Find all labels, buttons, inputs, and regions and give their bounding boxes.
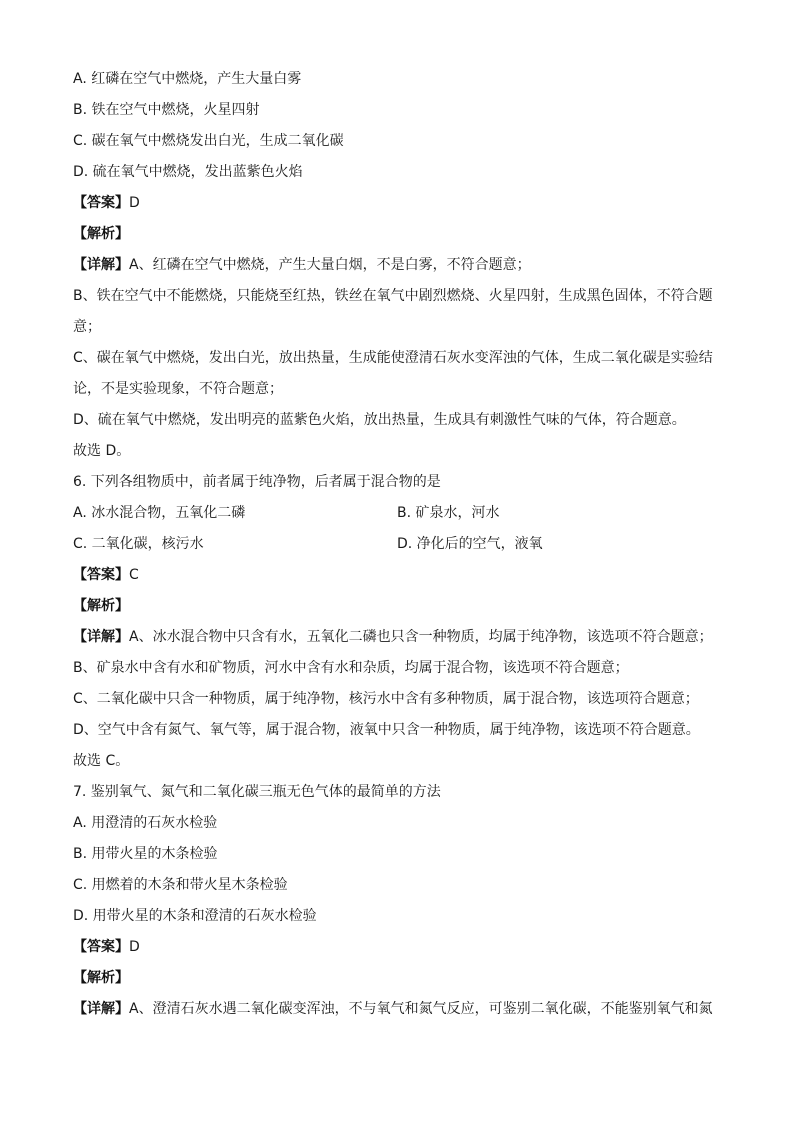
answer-tag: 【答案】 bbox=[73, 195, 129, 211]
answer-value: D bbox=[129, 939, 140, 955]
q6-answer bbox=[73, 560, 723, 591]
q6-option-d: D. 净化后的空气，液氧 bbox=[397, 536, 543, 552]
q6-analysis-heading bbox=[73, 591, 723, 622]
q5-detail-line: C、碳在氧气中燃烧，发出白光，放出热量，生成能使澄清石灰水变浑浊的气体，生成二氧化碳是实验结 bbox=[73, 350, 713, 366]
answer-tag: 【答案】 bbox=[73, 567, 129, 583]
q6-options-row-2 bbox=[73, 529, 723, 560]
q7-option-d: D. 用带火星的木条和澄清的石灰水检验 bbox=[73, 908, 317, 924]
answer-value: D bbox=[129, 195, 140, 211]
detail-text: A、冰水混合物中只含有水，五氧化二磷也只含一种物质，均属于纯净物，该选项不符合题意； bbox=[129, 629, 713, 645]
analysis-tag: 【解析】 bbox=[73, 970, 129, 986]
answer-tag: 【答案】 bbox=[73, 939, 129, 955]
q7-detail-line bbox=[73, 994, 723, 1025]
q5-option-a: A. 红磷在空气中燃烧，产生大量白雾 bbox=[73, 71, 302, 87]
q6-detail-line: B、矿泉水中含有水和矿物质，河水中含有水和杂质，均属于混合物，该选项不符合题意； bbox=[73, 660, 629, 676]
q5-option-c: C. 碳在氧气中燃烧发出白光，生成二氧化碳 bbox=[73, 133, 344, 149]
q5-detail-line bbox=[73, 250, 723, 281]
q5-detail-line: D、硫在氧气中燃烧，发出明亮的蓝紫色火焰，放出热量，生成具有刺激性气味的气体，符合题意。 bbox=[73, 412, 686, 428]
detail-tag: 【详解】 bbox=[73, 629, 129, 645]
q5-option-d: D. 硫在氧气中燃烧，发出蓝紫色火焰 bbox=[73, 164, 303, 180]
q7-option-a: A. 用澄清的石灰水检验 bbox=[73, 815, 218, 831]
q5-detail-line: B、铁在空气中不能燃烧，只能烧至红热，铁丝在氧气中剧烈燃烧、火星四射，生成黑色固体，不符合题 bbox=[73, 288, 713, 304]
q5-analysis-heading bbox=[73, 219, 723, 250]
detail-text: A、红磷在空气中燃烧，产生大量白烟，不是白雾，不符合题意； bbox=[129, 257, 531, 273]
q6-option-c: C. 二氧化碳，核污水 bbox=[73, 536, 204, 552]
q5-detail-line: 意； bbox=[73, 319, 101, 335]
analysis-tag: 【解析】 bbox=[73, 226, 129, 242]
q5-option-b: B. 铁在空气中燃烧，火星四射 bbox=[73, 102, 260, 118]
q7-option-b: B. 用带火星的木条检验 bbox=[73, 846, 218, 862]
q6-conclusion: 故选 C。 bbox=[73, 753, 130, 769]
q5-answer bbox=[73, 188, 723, 219]
q6-detail-line: C、二氧化碳中只含一种物质，属于纯净物，核污水中含有多种物质，属于混合物，该选项符合题意； bbox=[73, 691, 699, 707]
detail-tag: 【详解】 bbox=[73, 1001, 129, 1017]
q7-answer bbox=[73, 932, 723, 963]
q5-detail-line: 论，不是实验现象，不符合题意； bbox=[73, 381, 283, 397]
q6-detail-line: D、空气中含有氮气、氧气等，属于混合物，液氧中只含一种物质，属于纯净物，该选项不符合题意。 bbox=[73, 722, 700, 738]
q7-stem: 7. 鉴别氧气、氮气和二氧化碳三瓶无色气体的最简单的方法 bbox=[73, 784, 441, 800]
q6-options-row-1 bbox=[73, 498, 723, 529]
detail-tag: 【详解】 bbox=[73, 257, 129, 273]
document-page bbox=[73, 64, 723, 1025]
q6-stem: 6. 下列各组物质中，前者属于纯净物，后者属于混合物的是 bbox=[73, 474, 441, 490]
q7-analysis-heading bbox=[73, 963, 723, 994]
q6-option-b: B. 矿泉水，河水 bbox=[397, 505, 500, 521]
analysis-tag: 【解析】 bbox=[73, 598, 129, 614]
q6-detail-line bbox=[73, 622, 723, 653]
q5-conclusion: 故选 D。 bbox=[73, 443, 131, 459]
q7-option-c: C. 用燃着的木条和带火星木条检验 bbox=[73, 877, 288, 893]
answer-value: C bbox=[129, 567, 139, 583]
q6-option-a: A. 冰水混合物，五氧化二磷 bbox=[73, 505, 246, 521]
detail-text: A、澄清石灰水遇二氧化碳变浑浊，不与氧气和氮气反应，可鉴别二氧化碳，不能鉴别氧气和氮 bbox=[129, 1001, 713, 1017]
